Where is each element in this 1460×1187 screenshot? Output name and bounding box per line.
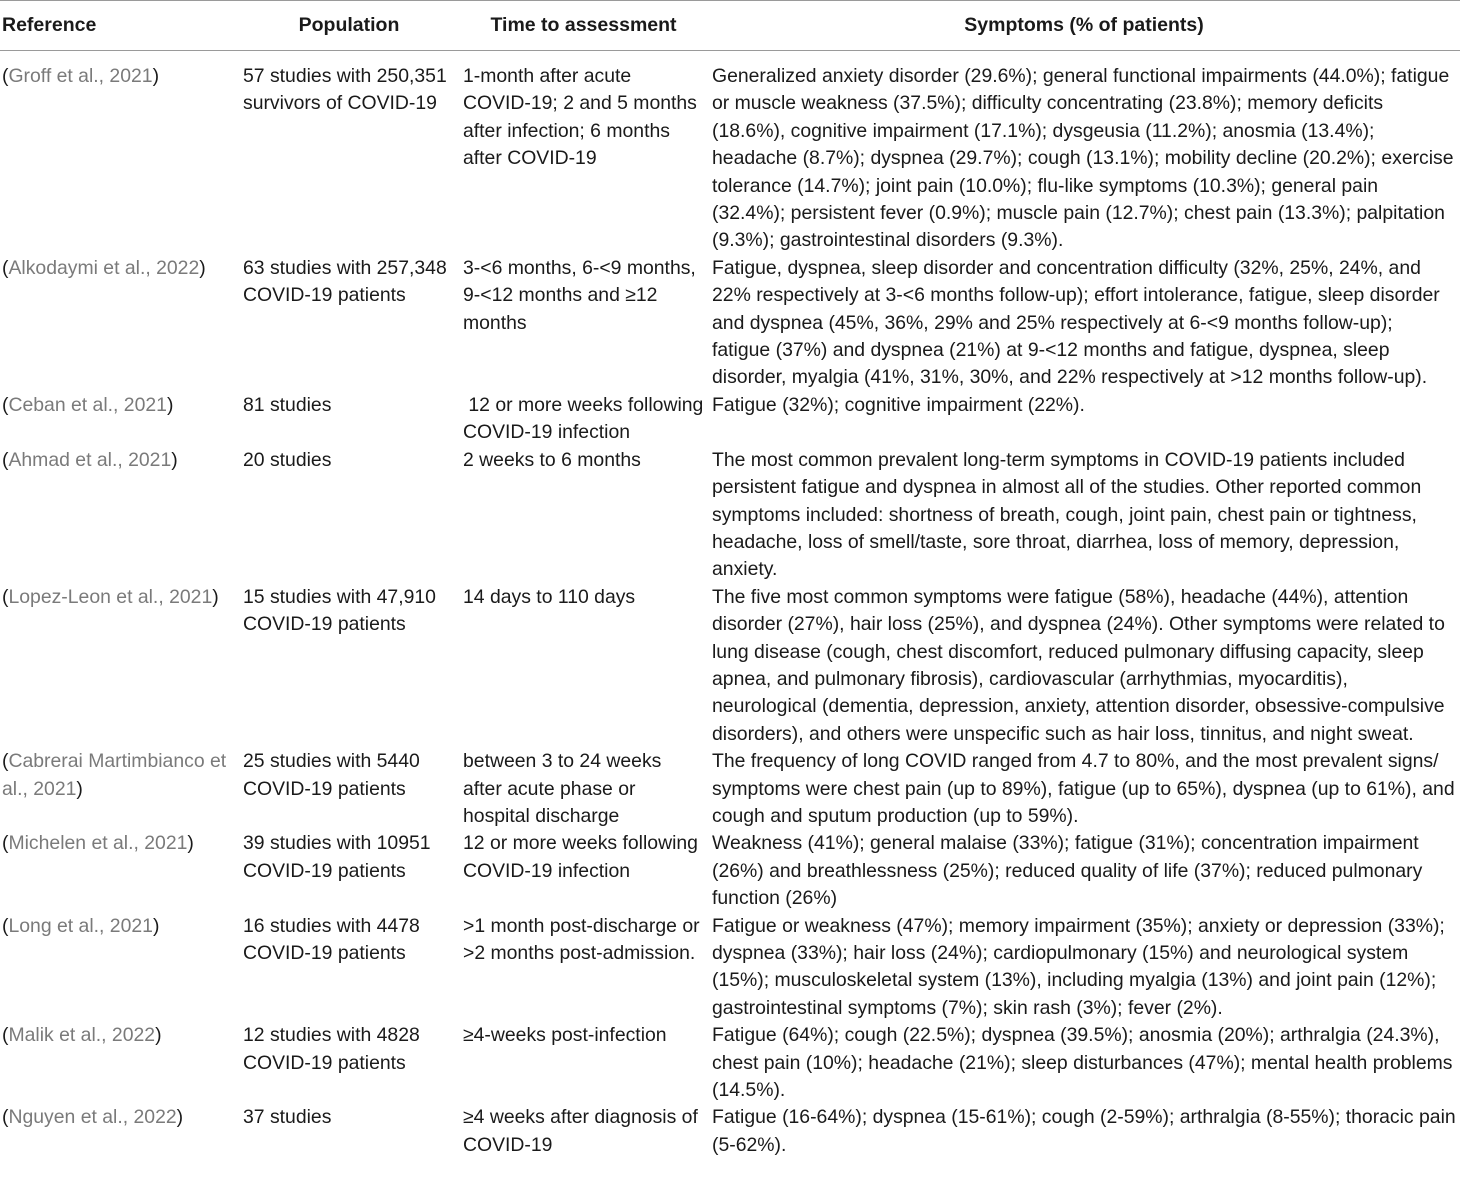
cell-reference [0,392,235,447]
header-population: Population [298,14,400,36]
table-row [0,447,1460,584]
open-paren: ( [2,585,9,608]
reference-link[interactable]: Alkodaymi et al., 2022 [8,256,200,279]
cell-time: ≥4 weeks after diagnosis of COVID-19 [463,1106,704,1156]
table-row [0,830,1460,912]
header-reference: Reference [2,14,97,36]
header-symptoms: Symptoms (% of patients) [964,14,1204,36]
cell-reference [0,830,235,912]
cell-symptoms: Fatigue (64%); cough (22.5%); dyspnea (39.5%); anosmia (20%); arthralgia (24.3%), chest pain (10%); headache (21%); sleep disturbances (47%); mental health problems (14.5%). [712,1024,1453,1102]
cell-time: 12 or more weeks following COVID-19 infection [463,393,709,444]
cell-population: 20 studies [243,448,332,471]
open-paren: ( [2,1024,9,1047]
reference-link[interactable]: Groff et al., 2021 [8,65,153,87]
cell-symptoms: The most common prevalent long-term symptoms in COVID-19 patients included persistent fatigue and dyspnea in almost all of the studies. Other reported common symptoms included: shortness of breath, cough, joint pain, chest pain or tightness, headache, loss of smell/taste, sore throat, diarrhea, loss of memory, depression, anxiety. [712,448,1422,581]
cell-symptoms: Fatigue, dyspnea, sleep disorder and concentration difficulty (32%, 25%, 24%, and 22% respectively at 3-<6 months follow-up); effort intolerance, fatigue, sleep disorder and dyspnea (45%, 36%, 29% and 25% respectively at 6-<9 months follow-up); fatigue (37%) and dyspnea (21%) at 9-<12 months and fatigue, dyspnea, sleep disorder, myalgia (41%, 31%, 30%, and 22% respectively at >12 months follow-up). [712,256,1440,389]
cell-population: 81 studies [243,393,332,416]
open-paren: ( [2,914,9,937]
cell-time: >1 month post-discharge or >2 months post-admission. [463,914,705,964]
close-paren: ) [176,1106,184,1129]
reference-link[interactable]: Lopez-Leon et al., 2021 [8,585,213,608]
reference-link[interactable]: Ahmad et al., 2021 [8,448,172,471]
close-paren: ) [199,256,206,279]
cell-reference [0,255,235,392]
cell-population: 63 studies with 257,348 COVID-19 patients [243,256,447,307]
open-paren: ( [2,393,9,416]
cell-symptoms: The five most common symptoms were fatigue (58%), headache (44%), attention disorder (27%), hair loss (25%), and dyspnea (24%). Other symptoms were related to lung disease (cough, chest discomfort, reduced pulmonary diffusing capacity, sleep apnea, and pulmonary fibrosis), cardiovascular (arrhythmias, myocarditis), neurological (dementia, depression, anxiety, attention disorder, obsessive-compulsive disorders), and others were unspecific such as hair loss, tinnitus, and night sweat. [712,585,1445,745]
cell-time: 12 or more weeks following COVID-19 infection [463,832,704,882]
close-paren: ) [152,65,160,87]
header-time: Time to assessment [490,14,677,36]
cell-time: ≥4-weeks post-infection [463,1024,667,1047]
cell-population: 25 studies with 5440 COVID-19 patients [243,750,420,800]
cell-population: 16 studies with 4478 COVID-19 patients [243,914,420,964]
cell-population: 39 studies with 10951 COVID-19 patients [243,832,431,882]
table-row [0,1022,1460,1104]
table-row [0,913,1460,1023]
cell-symptoms: Weakness (41%); general malaise (33%); fatigue (31%); concentration impairment (26%) and breathlessness (25%); reduced quality of life (37%); reduced pulmonary function (26%) [712,832,1423,910]
close-paren: ) [171,448,178,471]
close-paren: ) [212,585,219,608]
open-paren: ( [2,448,9,471]
cell-population: 57 studies with 250,351 survivors of COVID-19 [243,65,447,115]
cell-reference [0,1022,235,1104]
open-paren: ( [2,65,9,87]
reference-link[interactable]: Cabrerai Martimbianco et al., 2021 [2,750,227,800]
cell-reference [0,584,235,748]
table-header [0,0,1460,51]
cell-reference [0,1104,235,1159]
reference-link[interactable]: Malik et al., 2022 [8,1024,156,1047]
close-paren: ) [166,393,174,416]
reference-link[interactable]: Long et al., 2021 [8,914,153,937]
cell-symptoms: Fatigue (32%); cognitive impairment (22%). [712,393,1085,416]
open-paren: ( [2,750,9,773]
cell-reference [0,63,235,255]
reference-link[interactable]: Nguyen et al., 2022 [8,1106,177,1129]
cell-time: 2 weeks to 6 months [463,448,641,471]
table-row [0,392,1460,447]
cell-symptoms: Fatigue or weakness (47%); memory impairment (35%); anxiety or depression (33%); dyspnea (33%); hair loss (24%); cardiopulmonary (15%) and neurological system (15%); musculoskeletal system (13%), including myalgia (13%) and joint pain (12%); gastrointestinal symptoms (7%); skin rash (3%); fever (2%). [712,914,1445,1019]
table-row [0,584,1460,748]
close-paren: ) [155,1024,162,1047]
cell-time: 3-<6 months, 6-<9 months, 9-<12 months and ≥12 months [463,256,702,334]
cell-population: 12 studies with 4828 COVID-19 patients [243,1024,420,1074]
close-paren: ) [187,832,194,855]
reference-link[interactable]: Ceban et al., 2021 [8,393,167,416]
table-row [0,748,1460,830]
reference-link[interactable]: Michelen et al., 2021 [8,832,188,855]
cell-reference [0,447,235,584]
table-row [0,63,1460,255]
cell-reference [0,748,235,830]
table-body [0,51,1460,1159]
cell-time: between 3 to 24 weeks after acute phase or hospital discharge [463,750,667,827]
cell-time: 14 days to 110 days [463,585,636,608]
table-row [0,255,1460,392]
cell-population: 15 studies with 47,910 COVID-19 patients [243,585,436,636]
cell-symptoms: Generalized anxiety disorder (29.6%); general functional impairments (44.0%); fatigue or muscle weakness (37.5%); difficulty concentrating (23.8%); memory deficits (18.6%), cognitive impairment (17.1%); dysgeusia (11.2%); anosmia (13.4%); headache (8.7%); dyspnea (29.7%); cough (13.1%); mobility decline (20.2%); exercise tolerance (14.7%); joint pain (10.0%); flu-like symptoms (10.3%); general pain (32.4%); persistent fever (0.9%); muscle pain (12.7%); chest pain (13.3%); palpitation (9.3%); gastrointestinal disorders (9.3%). [712,65,1454,252]
cell-symptoms: The frequency of long COVID ranged from 4.7 to 80%, and the most prevalent signs/ symptoms were chest pain (up to 89%), fatigue (up to 65%), dyspnea (up to 61%), and cough and sputum production (up to 59%). [712,750,1455,827]
close-paren: ) [152,914,160,937]
cell-symptoms: Fatigue (16-64%); dyspnea (15-61%); cough (2-59%); arthralgia (8-55%); thoracic pain (5-62%). [712,1106,1456,1156]
open-paren: ( [2,1106,9,1129]
open-paren: ( [2,832,9,855]
close-paren: ) [76,777,83,800]
table-row [0,1104,1460,1159]
cell-population: 37 studies [243,1106,332,1129]
cell-time: 1-month after acute COVID-19; 2 and 5 months after infection; 6 months after COVID-19 [463,65,703,170]
open-paren: ( [2,256,9,279]
cell-reference [0,913,235,1023]
